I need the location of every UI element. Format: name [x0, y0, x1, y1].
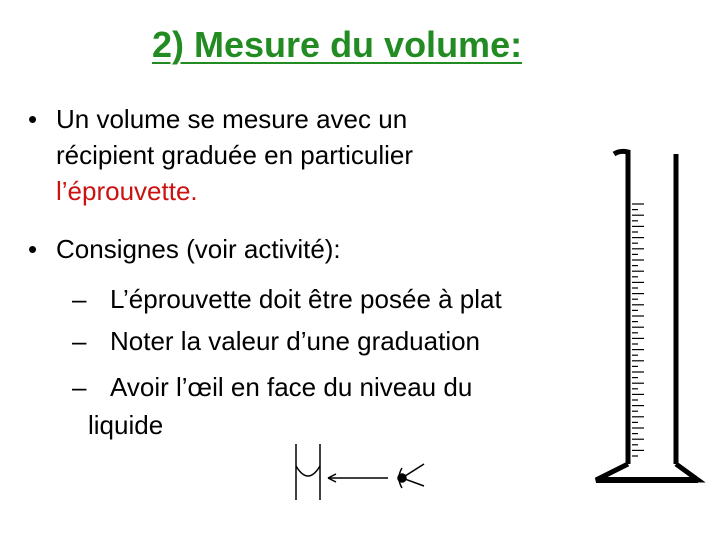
meniscus-eye-diagram	[284, 440, 444, 504]
bullet-marker: •	[28, 104, 38, 134]
bullet-text-line2: récipient graduée en particulier	[56, 140, 413, 170]
bullet-marker: •	[28, 234, 38, 264]
slide-title: 2) Mesure du volume:	[152, 24, 523, 65]
subitem-text: L’éprouvette doit être posée à plat	[110, 284, 502, 314]
subitem-marker: –	[72, 372, 87, 402]
bullet-text-highlight: l’éprouvette.	[56, 176, 198, 206]
sight-arrow-icon	[328, 474, 388, 482]
subitem-text: Noter la valeur d’une graduation	[110, 326, 481, 356]
subitem-continuation: liquide	[88, 410, 164, 440]
cylinder-walls-icon	[296, 444, 320, 500]
bullet-text: Consignes (voir activité):	[56, 234, 341, 264]
subitem-marker: –	[72, 284, 87, 314]
subitem-text: Avoir l’œil en face du niveau du	[110, 372, 473, 402]
graduated-cylinder	[588, 146, 706, 492]
graduated-cylinder-icon	[596, 151, 698, 480]
eye-icon	[398, 464, 424, 488]
subitem-marker: –	[72, 326, 87, 356]
bullet-text-line1: Un volume se mesure avec un	[56, 104, 408, 134]
